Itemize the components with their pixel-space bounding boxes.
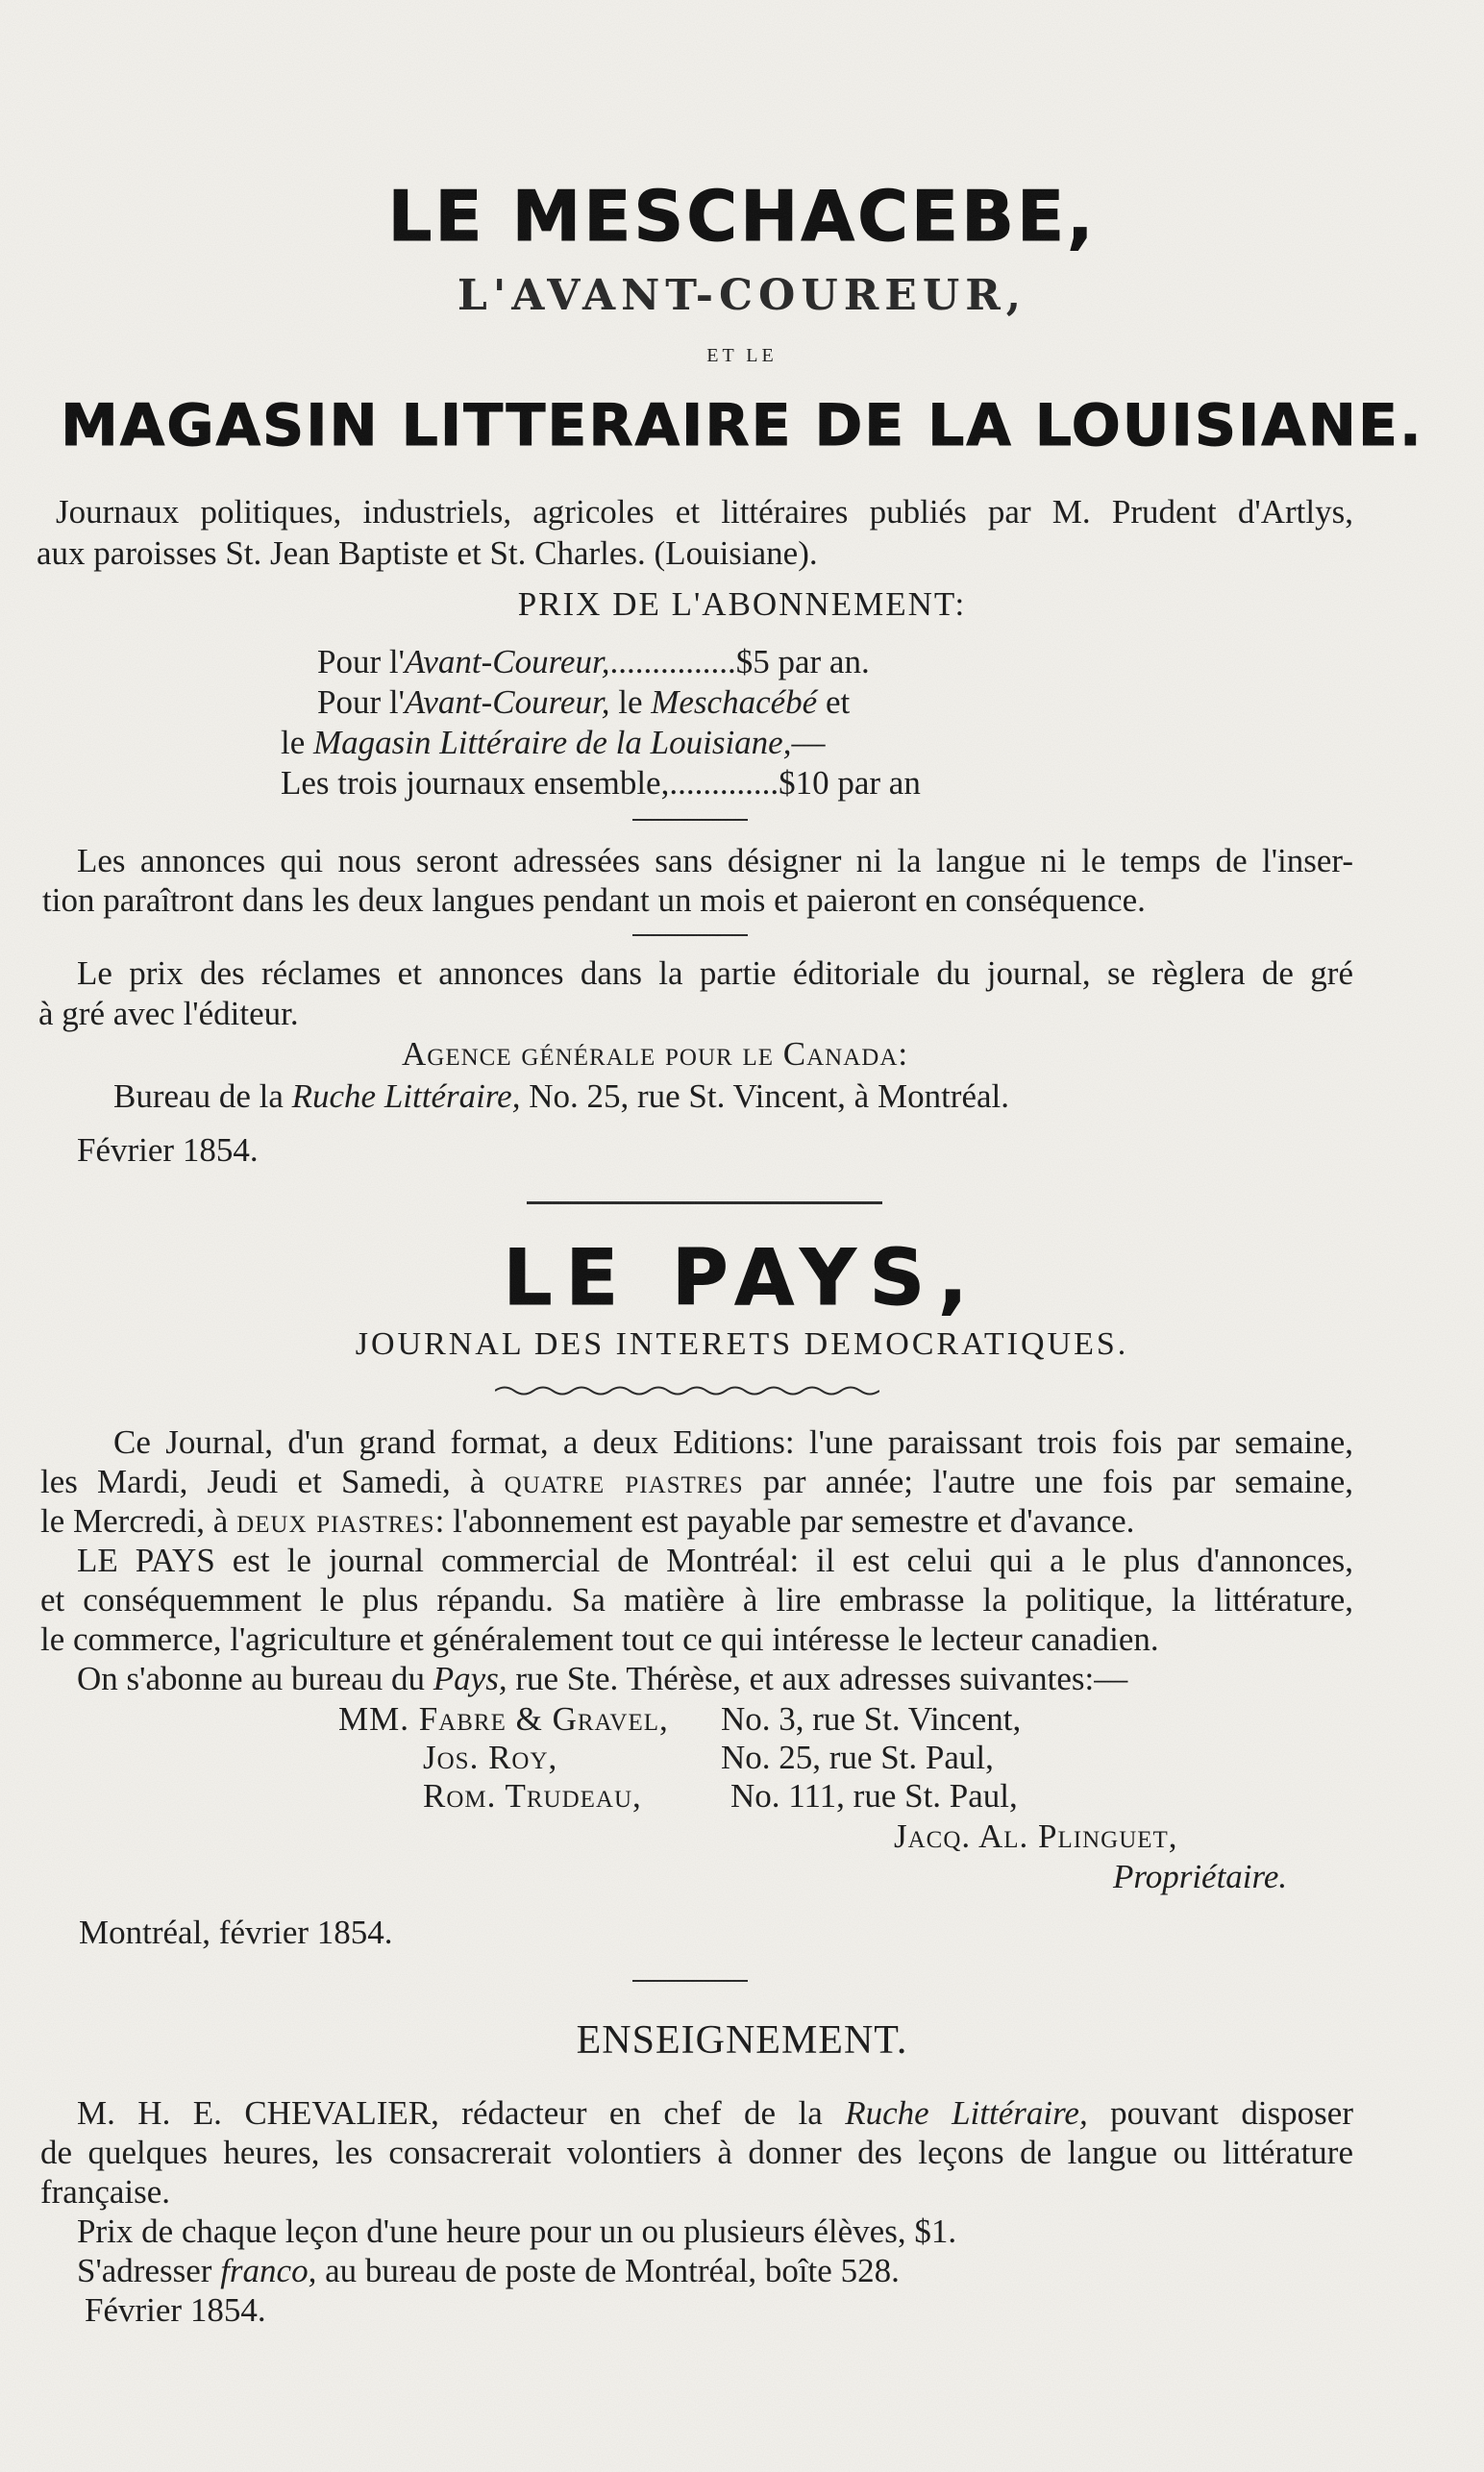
le-pays-subtitle: JOURNAL DES INTERETS DEMOCRATIQUES.	[355, 1326, 1129, 1362]
section-divider	[527, 1201, 882, 1204]
reclames-line2: à gré avec l'éditeur.	[38, 995, 299, 1032]
pays-p3-c: rue Ste. Thérèse, et aux adresses suivantes:—	[507, 1660, 1128, 1697]
section-divider	[632, 1980, 748, 1982]
prix-heading: PRIX DE L'ABONNEMENT:	[517, 585, 967, 623]
meschacebe-intro-line1: Journaux politiques, industriels, agricoles et littéraires publiés par M. Prudent d'Artlys,	[56, 493, 1353, 531]
pays-price-quatre: quatre piastres	[504, 1463, 744, 1500]
addr2-name: Jos. Roy,	[423, 1739, 558, 1776]
et-le-label: ET LE	[706, 345, 778, 366]
enseignement-line1-c: pouvant disposer	[1087, 2094, 1353, 2132]
price-line-1-title: Avant-Coureur,	[404, 643, 610, 680]
addr3-location: No. 111, rue St. Paul,	[730, 1777, 1018, 1815]
price-line-1	[317, 642, 870, 682]
meschacebe-intro-line2: aux paroisses St. Jean Baptiste et St. Charles. (Louisiane).	[37, 534, 818, 572]
avant-coureur-title: L'AVANT-COUREUR,	[457, 271, 1027, 320]
enseignement-line2: de quelques heures, les consacrerait volontiers à donner des leçons de langue ou littérature	[40, 2134, 1353, 2171]
price-line-4: Les trois journaux ensemble,.............$10 par an	[281, 764, 921, 802]
bureau-journal: Ruche Littéraire,	[291, 1077, 521, 1115]
pays-date: Montréal, février 1854.	[79, 1914, 393, 1951]
price-line-2-title-b: Meschacébé	[651, 683, 818, 721]
annonces-line1: Les annonces qui nous seront adressées sans désigner ni la langue ni le temps de l'inser-	[77, 842, 1353, 879]
bureau-line	[113, 1076, 1009, 1117]
section-divider	[632, 934, 748, 936]
pays-price-deux: deux piastres	[236, 1502, 435, 1540]
addr2-location: No. 25, rue St. Paul,	[721, 1739, 994, 1776]
enseignement-line5-a: S'adresser	[77, 2252, 221, 2289]
price-line-3	[281, 723, 825, 763]
pays-p1-line2	[40, 1462, 1353, 1502]
enseignement-line1	[77, 2093, 1353, 2134]
meschacebe-date: Février 1854.	[77, 1131, 259, 1169]
price-line-2-title-a: Avant-Coureur,	[404, 683, 610, 721]
enseignement-line5	[77, 2251, 900, 2291]
pays-p1-line1: Ce Journal, d'un grand format, a deux Editions: l'une paraissant trois fois par semaine,	[113, 1423, 1353, 1461]
price-line-2-text: Pour l'	[317, 683, 405, 721]
enseignement-line1-a: M. H. E. CHEVALIER, rédacteur en chef de la	[77, 2094, 846, 2132]
pays-p2-line2: et conséquemment le plus répandu. Sa matière à lire embrasse la politique, la littérature,	[40, 1581, 1353, 1619]
enseignement-line3: française.	[40, 2173, 171, 2211]
price-line-2-mid: le	[609, 683, 652, 721]
magasin-title: MAGASIN LITTERAIRE DE LA LOUISIANE.	[61, 392, 1423, 459]
price-line-3-dash: —	[791, 724, 826, 761]
pays-p1-line3	[40, 1501, 1134, 1542]
pays-p3	[77, 1659, 1127, 1699]
enseignement-line5-c: au bureau de poste de Montréal, boîte 528.	[316, 2252, 900, 2289]
agence-heading: Agence générale pour le Canada:	[402, 1035, 909, 1073]
price-line-3-text: le	[281, 724, 314, 761]
enseignement-franco: franco,	[220, 2252, 317, 2289]
pays-p2-line3: le commerce, l'agriculture et généralement tout ce qui intéresse le lecteur canadien.	[40, 1620, 1159, 1658]
addr3-name: Rom. Trudeau,	[423, 1777, 642, 1815]
enseignement-journal: Ruche Littéraire,	[845, 2094, 1088, 2132]
wavy-divider	[495, 1384, 879, 1397]
addr1-location: No. 3, rue St. Vincent,	[721, 1700, 1022, 1738]
annonces-line2: tion paraîtront dans les deux langues pendant un mois et paieront en conséquence.	[42, 881, 1146, 919]
bureau-text: Bureau de la	[113, 1077, 292, 1115]
price-line-1-price: ...............$5 par an.	[609, 643, 870, 680]
price-line-1-text: Pour l'	[317, 643, 405, 680]
reclames-line1: Le prix des réclames et annonces dans la partie éditoriale du journal, se règlera de gré	[77, 954, 1353, 992]
section-divider	[632, 819, 748, 821]
meschacebe-title: LE MESCHACEBE,	[387, 176, 1097, 257]
pays-p1-line2-c: par année; l'autre une fois par semaine,	[743, 1463, 1353, 1500]
pays-p1-line3-c: : l'abonnement est payable par semestre et d'avance.	[434, 1502, 1135, 1540]
pays-p1-line3-a: le Mercredi, à	[40, 1502, 237, 1540]
pays-p2-line1: LE PAYS est le journal commercial de Montréal: il est celui qui a le plus d'annonces,	[77, 1542, 1353, 1579]
pays-p3-a: On s'abonne au bureau du	[77, 1660, 433, 1697]
proprietor-name: Jacq. Al. Plinguet,	[894, 1817, 1178, 1855]
pays-p3-journal: Pays,	[433, 1660, 507, 1697]
enseignement-date: Février 1854.	[85, 2291, 266, 2329]
proprietor-title: Propriétaire.	[1113, 1858, 1288, 1895]
bureau-address: No. 25, rue St. Vincent, à Montréal.	[520, 1077, 1009, 1115]
le-pays-title: LE PAYS,	[503, 1233, 981, 1323]
price-line-2-end: et	[817, 683, 851, 721]
addr1-name: MM. Fabre & Gravel,	[338, 1700, 669, 1738]
price-line-3-title: Magasin Littéraire de la Louisiane,	[313, 724, 792, 761]
enseignement-title: ENSEIGNEMENT.	[576, 2018, 908, 2063]
enseignement-line4: Prix de chaque leçon d'une heure pour un ou plusieurs élèves, $1.	[77, 2212, 957, 2250]
price-line-2	[317, 682, 850, 723]
pays-p1-line2-a: les Mardi, Jeudi et Samedi, à	[40, 1463, 505, 1500]
